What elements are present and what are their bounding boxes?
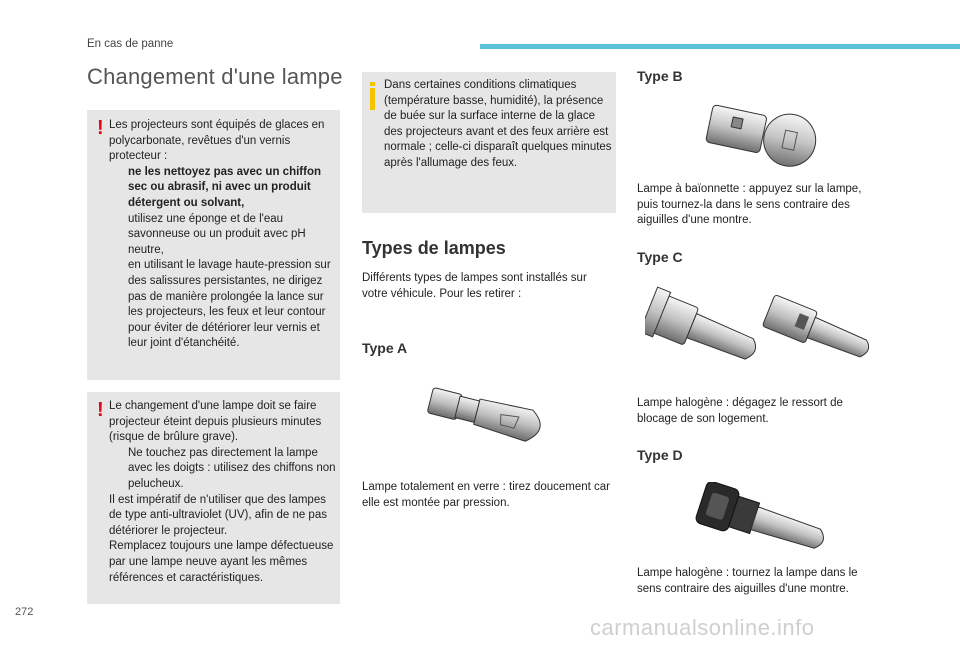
warning-box-replacement bbox=[87, 392, 340, 604]
type-c-description: Lampe halogène : dégagez le ressort de blocage de son logement. bbox=[637, 397, 843, 425]
type-b-heading: Type B bbox=[637, 68, 683, 84]
page-number: 272 bbox=[15, 606, 34, 618]
info-icon bbox=[370, 88, 375, 110]
type-d-description: Lampe halogène : tournez la lampe dans le sens contraire des aiguilles d'une montre. bbox=[637, 567, 858, 595]
list-item: ne les nettoyez pas avec un chiffon sec ou abrasif, ni avec un produit détergent ou solvant, bbox=[128, 165, 321, 209]
info-box bbox=[362, 72, 616, 213]
type-c-heading: Type C bbox=[637, 249, 683, 265]
type-a-bulb-image bbox=[420, 382, 560, 452]
warning-icon: ! bbox=[97, 117, 104, 139]
page-title: Changement d'une lampe bbox=[87, 64, 343, 89]
type-a-description: Lampe totalement en verre : tirez doucement car elle est montée par pression. bbox=[362, 481, 611, 509]
warning-text bbox=[109, 118, 335, 352]
type-b-description: Lampe à baïonnette : appuyez sur la lampe, puis tournez-la dans le sens contraire des aiguilles d'une montre. bbox=[637, 183, 862, 227]
section-heading: Types de lampes bbox=[362, 238, 506, 258]
header-accent-bar bbox=[480, 44, 960, 49]
type-b-bulb-image bbox=[700, 102, 830, 170]
list-item: Ne touchez pas directement la lampe avec les doigts : utilisez des chiffons non pelucheux. bbox=[128, 446, 336, 490]
section-intro: Différents types de lampes sont installés sur votre véhicule. Pour les retirer : bbox=[362, 272, 587, 300]
watermark: carmanualsonline.info bbox=[590, 615, 815, 640]
list-item: utilisez une éponge et de l'eau savonneuse ou un produit avec pH neutre, bbox=[128, 212, 306, 256]
list-item: en utilisant le lavage haute-pression sur des salissures persistantes, ne dirigez pas de manière prolongée la lance sur les projecteurs, les feux et leur contour pour éviter de détériorer leur vernis et leur joint d'étanchéité. bbox=[128, 259, 331, 350]
warning-intro: Les projecteurs sont équipés de glaces en polycarbonate, revêtues d'un vernis protecteur : bbox=[109, 119, 325, 163]
warning-icon: ! bbox=[97, 399, 104, 421]
section-label: En cas de panne bbox=[87, 38, 174, 50]
warning-text bbox=[109, 399, 337, 586]
type-c-bulb-image bbox=[645, 282, 880, 378]
warning-intro: Le changement d'une lampe doit se faire projecteur éteint depuis plusieurs minutes (risque de brûlure grave). bbox=[109, 400, 322, 444]
info-text: Dans certaines conditions climatiques (température basse, humidité), la présence de buée sur la surface interne de la glace des projecteurs avant et des feux arrière est normale ; celle-ci disparaît quelques minutes après l'allumage des feux. bbox=[384, 79, 612, 169]
type-d-bulb-image bbox=[694, 482, 839, 562]
type-a-heading: Type A bbox=[362, 340, 408, 356]
warning-box-cleaning bbox=[87, 110, 340, 380]
type-d-heading: Type D bbox=[637, 447, 683, 463]
warning-paragraph: Il est impératif de n'utiliser que des lampes de type anti-ultraviolet (UV), afin de ne pas détériorer le projecteur. bbox=[109, 493, 327, 537]
warning-paragraph: Remplacez toujours une lampe défectueuse par une lampe neuve ayant les mêmes références et caractéristiques. bbox=[109, 540, 334, 584]
